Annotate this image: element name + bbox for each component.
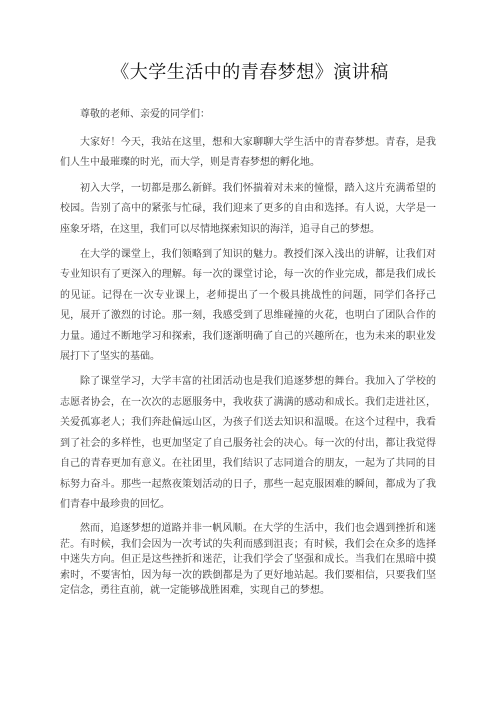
salutation: 尊敬的老师、亲爱的同学们：	[80, 109, 210, 120]
paragraph-entering-university: 初入大学，一切都是那么新鲜。我们怀揣着对未来的憧憬，踏入这片充满希望的校园。告别了高中的紧张与忙碌，我们迎来了更多的自由和选择。有人说，大学是一座象牙塔，在这里，我们可以尽情地探索知识的海洋，追寻自己的梦想。	[60, 182, 436, 235]
paragraph-greeting: 大家好！今天，我站在这里，想和大家聊聊大学生活中的青春梦想。青春，是我们人生中最璀璨的时光，而大学，则是青春梦想的孵化地。	[60, 137, 436, 169]
paragraph-setbacks: 然而，追逐梦想的道路并非一帆风顺。在大学的生活中，我们也会遇到挫折和迷茫。有时候，我们会因为一次考试的失利而感到沮丧；有时候，我们会在众多的选择中迷失方向。但正是这些挫折和迷茫，让我们学会了坚强和成长。当我们在黑暗中摸索时，不要害怕，因为每一次的跌倒都是为了更好地站起。我们要相信，只要我们坚定信念，勇往直前，就一定能够战胜困难，实现自己的梦想。	[60, 523, 436, 597]
page-title: 《大学生活中的青春梦想》演讲稿	[111, 62, 389, 83]
paragraph-clubs: 除了课堂学习，大学丰富的社团活动也是我们追逐梦想的舞台。我加入了学校的志愿者协会，在一次次的志愿服务中，我收获了满满的感动和成长。我们走进社区，关爱孤寡老人；我们奔赴偏远山区，为孩子们送去知识和温暖。在这个过程中，我看到了社会的多样性，也更加坚定了自己服务社会的决心。每一次的付出，都让我觉得自己的青春更加有意义。在社团里，我们结识了志同道合的朋友，一起为了共同的目标努力奋斗。那些一起熬夜策划活动的日子，那些一起克服困难的瞬间，都成为了我们青春中最珍贵的回忆。	[60, 376, 436, 510]
paragraph-classroom: 在大学的课堂上，我们领略到了知识的魅力。教授们深入浅出的讲解，让我们对专业知识有了更深入的理解。每一次的课堂讨论，每一次的作业完成，都是我们成长的见证。记得在一次专业课上，老师提出了一个极具挑战性的问题，同学们各抒己见，展开了激烈的讨论。那一刻，我感受到了思维碰撞的火花，也明白了团队合作的力量。通过不断地学习和探索，我们逐渐明确了自己的兴趣所在，也为未来的职业发展打下了坚实的基础。	[60, 249, 436, 363]
speech-body	[60, 105, 436, 604]
